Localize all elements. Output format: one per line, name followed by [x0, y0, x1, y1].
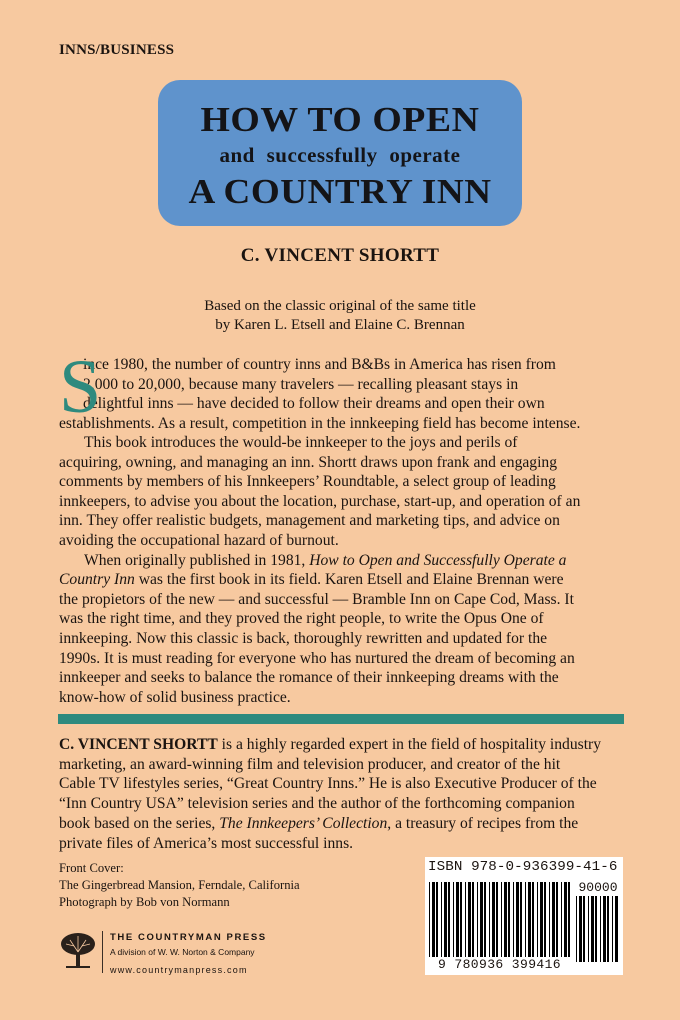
barcode-bar: [552, 882, 555, 962]
barcode-bar: [540, 882, 543, 962]
bio-line: marketing, an award-winning film and television producer, and creator of the hit: [59, 755, 561, 773]
description-paragraph-1: [59, 345, 625, 433]
barcode-bar: [520, 882, 522, 962]
barcode-bar: [537, 882, 538, 962]
barcode-bar: [436, 882, 438, 962]
barcode-bar: [583, 896, 585, 962]
barcode-bar: [595, 896, 597, 962]
barcode-bar: [501, 882, 502, 962]
barcode-bar: [556, 882, 558, 962]
barcode-price-code: 90000: [578, 880, 618, 895]
book-title-italic: How to Open and Successfully Operate a: [309, 551, 567, 569]
barcode-bar: [489, 882, 490, 962]
barcode-bar: [465, 882, 466, 962]
p1-line: ince 1980, the number of country inns and B&Bs in America has risen from: [83, 356, 556, 373]
p1-line: establishments. As a result, competition in the innkeeping field has become intense.: [59, 414, 581, 432]
barcode-bar: [477, 882, 478, 962]
category-label: INNS/BUSINESS: [59, 42, 175, 58]
barcode-bar: [441, 882, 442, 962]
barcode-bar: [591, 896, 594, 962]
p3-line: [59, 570, 625, 590]
barcode-bar: [600, 896, 601, 962]
bio-author-name: C. VINCENT SHORTT: [59, 736, 218, 753]
p2-line: innkeepers, to advise you about the location, purchase, start-up, and operation of an: [59, 492, 581, 510]
bio-line: private files of America’s most successful inns.: [59, 834, 354, 852]
isbn-label: ISBN 978-0-936399-41-6: [425, 857, 623, 878]
p3-line: [59, 551, 625, 571]
credits-line-2: The Gingerbread Mansion, Ferndale, California: [59, 878, 300, 892]
barcode-bar: [508, 882, 510, 962]
barcode-bar: [568, 882, 570, 962]
barcode-bar: [453, 882, 454, 962]
p3-line: innkeeper and seeks to balance the romance of their innkeeping dreams with the: [59, 669, 559, 687]
description-paragraph-2: [59, 433, 625, 551]
bio-line5-pre: book based on the series,: [59, 814, 220, 832]
collection-title-italic: The Innkeepers’ Collection: [219, 814, 388, 832]
p1-line: 2,000 to 20,000, because many travelers — recalling pleasant stays in: [83, 375, 519, 393]
barcode-bar: [460, 882, 462, 962]
p3-line: know-how of solid business practice.: [59, 688, 291, 706]
barcode-bar: [525, 882, 526, 962]
tree-logo-icon: [58, 930, 98, 974]
publisher-name: THE COUNTRYMAN PRESS: [110, 932, 267, 943]
barcode-bar: [603, 896, 606, 962]
barcode-bar: [432, 882, 435, 962]
based-on-note: [0, 297, 680, 335]
publisher-url: www.countrymanpress.com: [110, 965, 248, 975]
author-bio: [59, 735, 629, 853]
barcode-bar: [492, 882, 495, 962]
title-line-2: and successfully operate: [219, 143, 461, 167]
credits-line-1: Front Cover:: [59, 861, 124, 875]
p2-line: comments by members of his Innkeepers’ Roundtable, a select group of leading: [59, 473, 556, 491]
author-name: C. VINCENT SHORTT: [240, 245, 440, 266]
barcode-bar: [544, 882, 546, 962]
p3-line2-text: was the first book in its field. Karen Etsell and Elaine Brennan were: [134, 571, 564, 589]
p2-line: acquiring, owning, and managing an inn. Shortt draws upon frank and engaging: [59, 453, 558, 471]
barcode-bar: [444, 882, 447, 962]
title-line-3: A COUNTRY INN: [188, 172, 492, 211]
p2-line: This book introduces the would-be innkeeper to the joys and perils of: [84, 434, 518, 451]
barcode-bar: [516, 882, 519, 962]
publisher-subtitle: A division of W. W. Norton & Company: [110, 947, 255, 957]
p3-line: the propietors of the new — and successful — Bramble Inn on Cape Cod, Mass. It: [59, 590, 574, 608]
cover-credits: [59, 860, 300, 911]
barcode-bar: [504, 882, 507, 962]
barcode-bar: [528, 882, 531, 962]
barcode-bar: [513, 882, 514, 962]
barcode-bar: [579, 896, 582, 962]
title-box: [158, 80, 522, 226]
description: [59, 345, 625, 707]
p1-line: delightful inns — have decided to follow their dreams and open their own: [83, 395, 545, 413]
barcode: [425, 878, 623, 975]
drop-cap: S: [59, 345, 102, 429]
description-paragraph-3: [59, 551, 625, 708]
based-on-line-1: Based on the classic original of the same title: [204, 298, 476, 314]
p2-line: inn. They offer realistic budgets, management and marketing tips, and advice on: [59, 512, 560, 530]
barcode-digits: 9 780936 399416: [427, 957, 572, 972]
bio-line5-post: , a treasury of recipes from the: [387, 814, 579, 832]
barcode-bar: [576, 896, 577, 962]
section-divider: [58, 714, 624, 724]
barcode-bar: [588, 896, 589, 962]
title-line-1: HOW TO OPEN: [200, 100, 480, 139]
barcode-bar: [472, 882, 474, 962]
barcode-bar: [496, 882, 498, 962]
bio-line: [59, 814, 629, 834]
p3-line: innkeeping. Now this classic is back, thoroughly rewritten and updated for the: [59, 629, 548, 647]
p2-line: avoiding the occupational hazard of burnout.: [59, 531, 339, 549]
barcode-bar: [532, 882, 534, 962]
book-title-italic: Country Inn: [59, 571, 135, 589]
p3-line: 1990s. It is must reading for everyone who has nurtured the dream of becoming an: [59, 649, 575, 667]
bio-line: Cable TV lifestyles series, “Great Country Inns.” He is also Executive Producer of the: [59, 775, 597, 793]
barcode-bar: [480, 882, 483, 962]
barcode-bar: [607, 896, 609, 962]
barcode-bar: [484, 882, 486, 962]
p3-line1-text: When originally published in 1981,: [84, 551, 310, 569]
p3-line: was the right time, and they proved the right people, to write the Opus One of: [59, 610, 544, 628]
barcode-bar: [612, 896, 613, 962]
barcode-bar: [564, 882, 567, 962]
based-on-line-2: by Karen L. Etsell and Elaine C. Brennan: [215, 317, 465, 333]
barcode-bar: [561, 882, 562, 962]
barcode-bar: [549, 882, 550, 962]
barcode-bar: [468, 882, 471, 962]
barcode-bar: [429, 882, 430, 962]
barcode-bar: [615, 896, 618, 962]
barcode-bar: [456, 882, 459, 962]
publisher-block: [58, 930, 298, 980]
publisher-divider: [102, 931, 103, 973]
barcode-bar: [448, 882, 450, 962]
bio-line: “Inn Country USA” television series and the author of the forthcoming companion: [59, 795, 575, 813]
bio-line: [59, 735, 629, 755]
credits-line-3: Photograph by Bob von Normann: [59, 895, 230, 909]
bio-line1-text: is a highly regarded expert in the field of hospitality industry: [217, 736, 602, 753]
